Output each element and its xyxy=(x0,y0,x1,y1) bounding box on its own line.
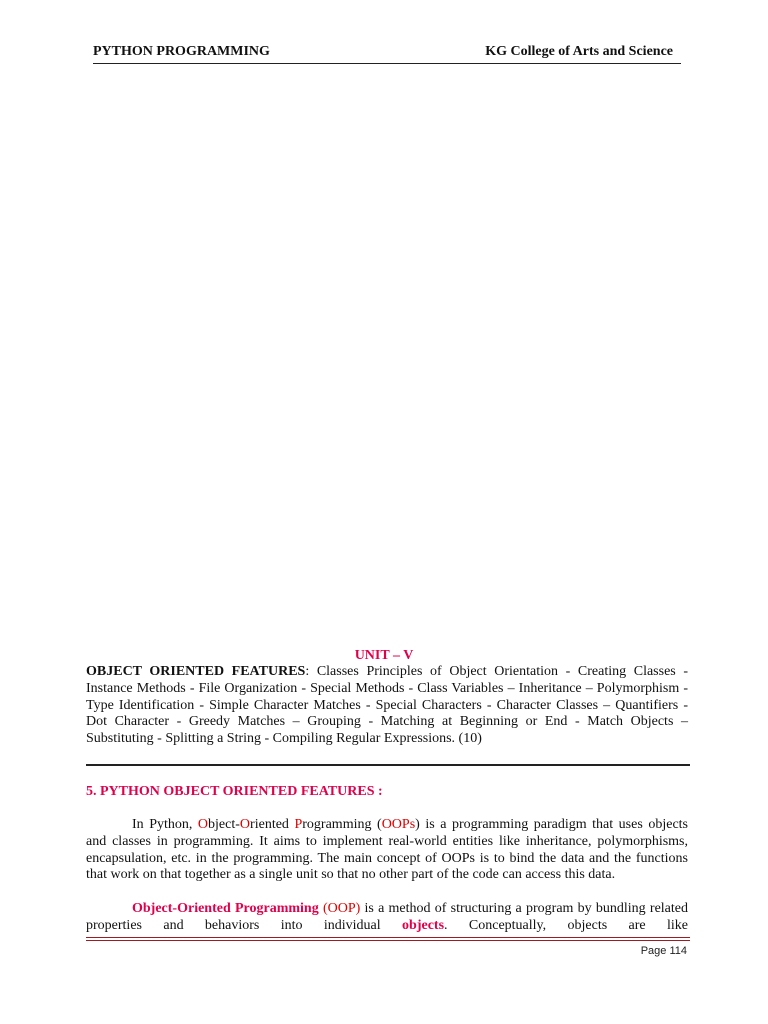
unit-title: UNIT – V xyxy=(354,648,414,663)
syllabus-heading: OBJECT ORIENTED FEATURES xyxy=(86,664,306,679)
para1-letter-o: O xyxy=(239,817,251,832)
para1-oops-abbr: OOPs xyxy=(381,817,416,832)
para2-text: is a method of structuring a program by bundling related properties and behaviors into individual xyxy=(86,901,688,933)
para1-letter-o: O xyxy=(197,817,209,832)
syllabus-text: : Classes Principles of Object Orientation - Creating Classes - Instance Methods - File Organization - Special Methods - Class Variables – Inheritance – Polymorphism - Type Identification - Simple Character Matches - Special Characters - Character Classes – Quantifiers - Dot Character - Greedy Matches – Grouping - Matching at Beginning or End - Match Objects – Substituting - Splitting a String - Compiling Regular Expressions. (10) xyxy=(86,664,689,747)
header-college-name: KG College of Arts and Science xyxy=(485,44,673,59)
para1-text: ) is a programming paradigm that uses objects and classes in programming. It aims to implement real-world entities like inheritance, polymorphisms, encapsulation, etc. in the programming. The main concept of OOPs is to bind the data and the functions that work on that together as a single unit so that no other part of the code can access this data. xyxy=(86,817,688,883)
footer-rule xyxy=(86,937,690,938)
para2-text: . Conceptually, objects are like xyxy=(444,917,688,933)
intro-paragraph xyxy=(86,817,688,884)
para1-text: riented xyxy=(250,817,295,832)
page-number: Page 114 xyxy=(640,945,687,957)
para1-text: rogramming ( xyxy=(302,817,382,832)
oop-definition-paragraph xyxy=(86,901,688,935)
syllabus-block xyxy=(86,664,688,748)
footer-rule-secondary xyxy=(86,940,690,941)
oop-abbr: (OOP) xyxy=(322,901,361,916)
section-heading: 5. PYTHON OBJECT ORIENTED FEATURES : xyxy=(86,784,383,799)
para1-letter-p: P xyxy=(294,817,303,832)
para1-text: bject- xyxy=(208,817,240,832)
oop-term: Object-Oriented Programming xyxy=(132,901,319,916)
para1-text: In Python, xyxy=(132,817,198,832)
objects-term: objects xyxy=(402,917,445,933)
header-course-title: PYTHON PROGRAMMING xyxy=(93,44,270,59)
syllabus-divider xyxy=(86,764,690,766)
page-header xyxy=(93,44,681,64)
